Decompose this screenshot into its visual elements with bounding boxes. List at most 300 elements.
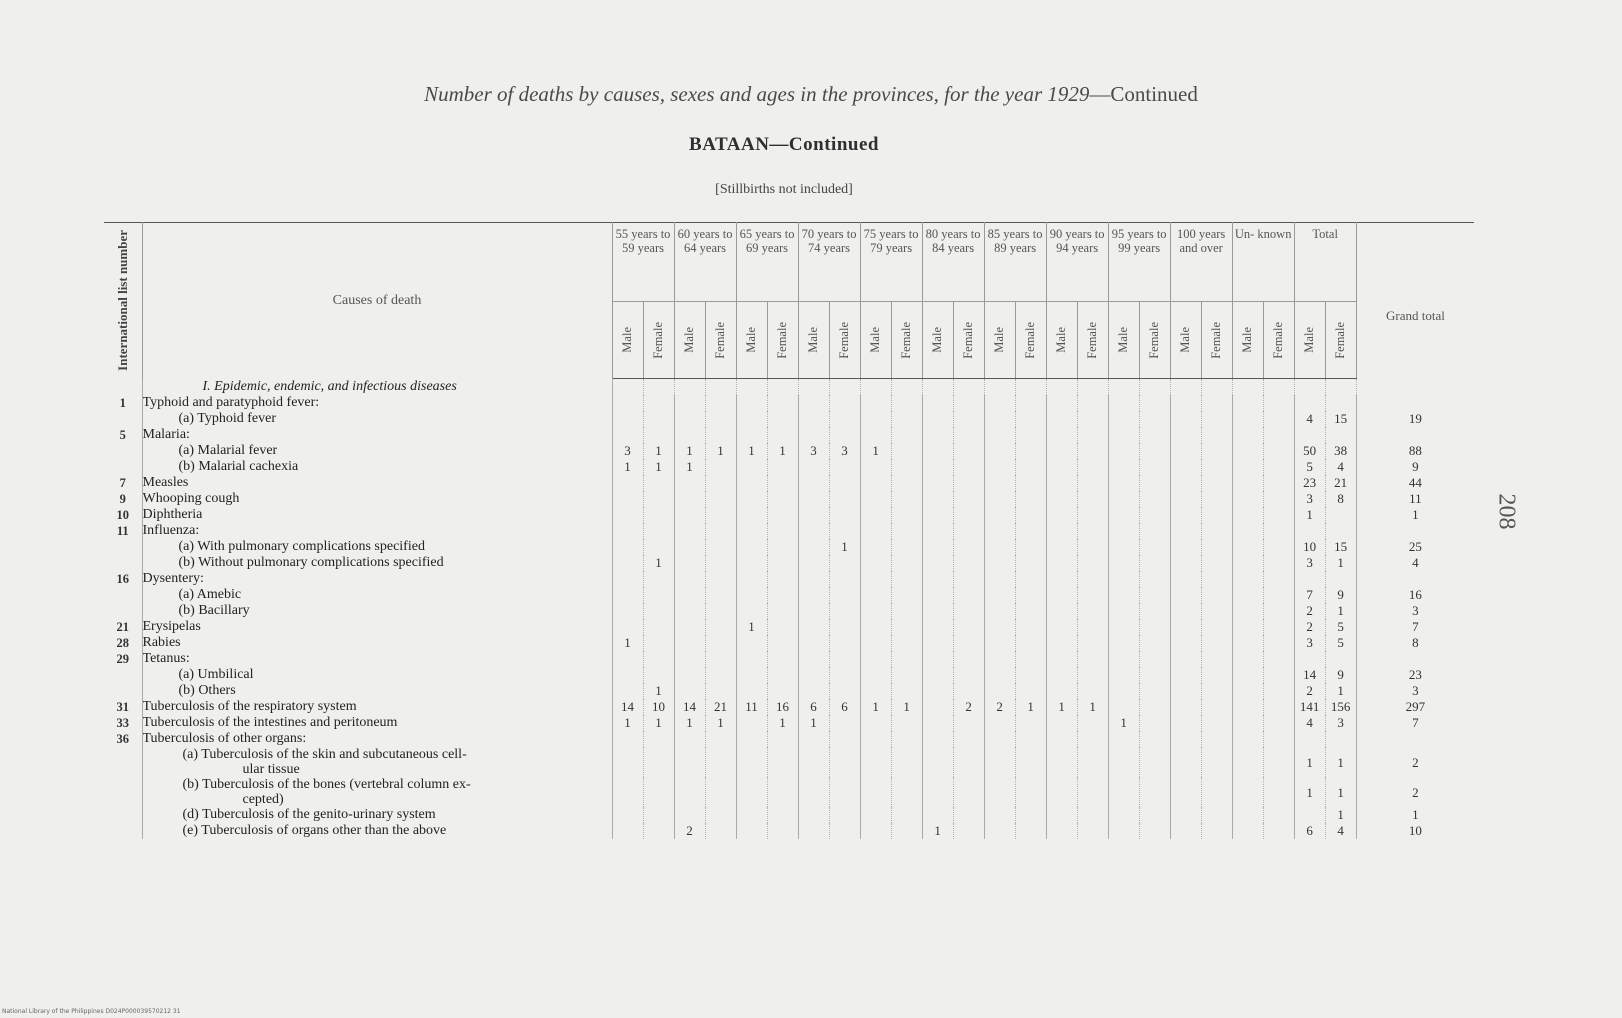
male-count-cell [612, 587, 643, 603]
female-count-cell [1015, 777, 1046, 807]
male-count-cell [922, 715, 953, 731]
female-count-cell: 1 [643, 443, 674, 459]
cause-label: (a) Tuberculosis of the skin and subcutaneous cell- [182, 747, 467, 762]
male-count-cell [922, 747, 953, 777]
table-cell [643, 379, 674, 396]
intl-list-number: 7 [104, 475, 142, 491]
female-count-cell: 1 [1077, 699, 1108, 715]
male-count-cell [674, 747, 705, 777]
male-count-cell [798, 731, 829, 747]
female-count-cell [953, 587, 984, 603]
male-count-cell: 1 [1294, 507, 1325, 523]
header-male [674, 302, 705, 379]
male-count-cell [1170, 491, 1201, 507]
female-count-cell [891, 491, 922, 507]
table-row [104, 635, 1474, 651]
male-count-cell [674, 651, 705, 667]
female-count-cell [953, 747, 984, 777]
female-count-cell [1263, 491, 1294, 507]
male-count-cell [1046, 683, 1077, 699]
intl-list-number: 21 [104, 619, 142, 635]
male-count-cell [674, 731, 705, 747]
grand-total-cell: 3 [1412, 683, 1419, 698]
header-female [1263, 302, 1294, 379]
section-heading: I. Epidemic, endemic, and infectious diseases [142, 379, 612, 396]
table-cell [1232, 379, 1263, 396]
female-count-cell [1201, 699, 1232, 715]
female-count-cell [953, 539, 984, 555]
female-count-cell [705, 475, 736, 491]
male-count-cell [612, 651, 643, 667]
cause-label: Tetanus: [142, 651, 190, 666]
female-count-cell [1015, 539, 1046, 555]
male-count-cell [922, 699, 953, 715]
cause-of-death [142, 715, 612, 731]
cause-label: (b) Tuberculosis of the bones (vertebral column ex- [182, 777, 471, 792]
female-count-cell [891, 731, 922, 747]
table-row [104, 395, 1474, 411]
female-count-cell: 1 [767, 715, 798, 731]
header-male-label: Male [868, 327, 883, 353]
cause-of-death [142, 491, 612, 507]
male-count-cell [1108, 667, 1139, 683]
male-count-cell [922, 777, 953, 807]
male-count-cell: 4 [1294, 715, 1325, 731]
male-count-cell [922, 427, 953, 443]
male-count-cell [1108, 603, 1139, 619]
male-count-cell [612, 603, 643, 619]
male-count-cell: 3 [798, 443, 829, 459]
female-count-cell [1139, 619, 1170, 635]
female-count-cell [767, 411, 798, 427]
cause-of-death [142, 443, 612, 459]
intl-list-number [104, 777, 142, 807]
male-count-cell: 7 [1294, 587, 1325, 603]
table-body [104, 379, 1474, 840]
female-count-cell: 2 [953, 699, 984, 715]
male-count-cell [984, 635, 1015, 651]
female-count-cell [1139, 539, 1170, 555]
male-count-cell [798, 667, 829, 683]
table-cell [1263, 379, 1294, 396]
female-count-cell [1201, 571, 1232, 587]
female-count-cell [1077, 683, 1108, 699]
cause-of-death [142, 475, 612, 491]
table-note: [Stillbirths not included] [715, 182, 853, 197]
male-count-cell [1108, 587, 1139, 603]
cause-of-death [142, 651, 612, 667]
cause-of-death [142, 777, 612, 807]
grand-total-cell: 23 [1408, 667, 1422, 682]
female-count-cell [829, 475, 860, 491]
male-count-cell: 6 [798, 699, 829, 715]
male-count-cell [674, 475, 705, 491]
male-count-cell [860, 823, 891, 839]
female-count-cell: 1 [1015, 699, 1046, 715]
female-count-cell [643, 587, 674, 603]
table-cell [984, 379, 1015, 396]
female-count-cell [705, 683, 736, 699]
grand-total-cell: 9 [1412, 459, 1419, 474]
grand-total-cell: 7 [1412, 619, 1419, 634]
female-count-cell: 38 [1325, 443, 1356, 459]
table-row [104, 411, 1474, 427]
female-count-cell [829, 555, 860, 571]
female-count-cell [705, 395, 736, 411]
female-count-cell [891, 777, 922, 807]
female-count-cell [705, 823, 736, 839]
male-count-cell [612, 807, 643, 823]
cause-of-death [142, 667, 612, 683]
cause-label: Tuberculosis of the intestines and peritoneum [142, 715, 398, 730]
female-count-cell [1139, 777, 1170, 807]
table-cell [1201, 379, 1232, 396]
header-age-group: 85 years to 89 years [984, 223, 1046, 302]
header-male [1232, 302, 1263, 379]
female-count-cell [953, 443, 984, 459]
female-count-cell [643, 603, 674, 619]
female-count-cell [953, 555, 984, 571]
female-count-cell [953, 823, 984, 839]
male-count-cell [798, 807, 829, 823]
female-count-cell [953, 603, 984, 619]
male-count-cell [736, 491, 767, 507]
female-count-cell [767, 395, 798, 411]
female-count-cell [829, 619, 860, 635]
female-count-cell [705, 411, 736, 427]
male-count-cell [1108, 777, 1139, 807]
male-count-cell [860, 715, 891, 731]
male-count-cell: 1 [736, 443, 767, 459]
male-count-cell [1232, 507, 1263, 523]
male-count-cell: 10 [1294, 539, 1325, 555]
female-count-cell [1325, 427, 1356, 443]
header-male-label: Male [1302, 327, 1317, 353]
header-female [1325, 302, 1356, 379]
male-count-cell [612, 427, 643, 443]
female-count-cell [643, 571, 674, 587]
male-count-cell [984, 427, 1015, 443]
male-count-cell [1046, 411, 1077, 427]
female-count-cell [1015, 603, 1046, 619]
male-count-cell [860, 747, 891, 777]
cause-of-death [142, 523, 612, 539]
male-count-cell [1232, 731, 1263, 747]
female-count-cell [1263, 777, 1294, 807]
female-count-cell: 15 [1325, 411, 1356, 427]
male-count-cell: 1 [1046, 699, 1077, 715]
cause-label: Measles [142, 475, 189, 490]
female-count-cell [767, 635, 798, 651]
female-count-cell [643, 777, 674, 807]
female-count-cell: 9 [1325, 587, 1356, 603]
female-count-cell [1201, 651, 1232, 667]
male-count-cell [922, 539, 953, 555]
male-count-cell [674, 571, 705, 587]
male-count-cell [798, 507, 829, 523]
male-count-cell: 141 [1294, 699, 1325, 715]
female-count-cell [953, 651, 984, 667]
female-count-cell [1139, 571, 1170, 587]
male-count-cell: 3 [1294, 491, 1325, 507]
intl-list-number: 1 [104, 395, 142, 411]
male-count-cell: 2 [1294, 603, 1325, 619]
header-female-label: Female [961, 321, 976, 359]
male-count-cell [984, 539, 1015, 555]
male-count-cell: 6 [1294, 823, 1325, 839]
female-count-cell [1077, 539, 1108, 555]
male-count-cell [1046, 459, 1077, 475]
male-count-cell [1108, 491, 1139, 507]
table-row [104, 427, 1474, 443]
female-count-cell [1201, 823, 1232, 839]
cause-label: (b) Without pulmonary complications specified [178, 555, 444, 570]
male-count-cell [612, 747, 643, 777]
female-count-cell [1139, 427, 1170, 443]
intl-list-number: 29 [104, 651, 142, 667]
cause-of-death [142, 699, 612, 715]
male-count-cell [736, 459, 767, 475]
male-count-cell [984, 823, 1015, 839]
female-count-cell: 1 [1325, 603, 1356, 619]
male-count-cell [860, 571, 891, 587]
male-count-cell [674, 807, 705, 823]
grand-total-cell: 3 [1412, 603, 1419, 618]
male-count-cell: 2 [1294, 619, 1325, 635]
male-count-cell [1108, 411, 1139, 427]
female-count-cell [1201, 747, 1232, 777]
male-count-cell [798, 491, 829, 507]
male-count-cell [984, 587, 1015, 603]
male-count-cell [1170, 411, 1201, 427]
header-female-label: Female [837, 321, 852, 359]
male-count-cell: 3 [1294, 555, 1325, 571]
female-count-cell [1015, 571, 1046, 587]
header-male [1046, 302, 1077, 379]
male-count-cell [1170, 475, 1201, 491]
header-female-label: Female [651, 321, 665, 359]
male-count-cell [922, 459, 953, 475]
grand-total-cell [1356, 523, 1474, 539]
male-count-cell: 14 [674, 699, 705, 715]
female-count-cell [953, 571, 984, 587]
grand-total-cell: 10 [1408, 823, 1422, 838]
female-count-cell [1015, 443, 1046, 459]
female-count-cell: 6 [829, 699, 860, 715]
male-count-cell [1170, 651, 1201, 667]
header-female [1139, 302, 1170, 379]
grand-total-cell: 8 [1412, 635, 1419, 650]
intl-list-number [104, 603, 142, 619]
header-female [1201, 302, 1232, 379]
cause-label: (b) Malarial cachexia [178, 459, 299, 474]
female-count-cell [1077, 411, 1108, 427]
male-count-cell [798, 555, 829, 571]
male-count-cell [1108, 427, 1139, 443]
male-count-cell [1232, 619, 1263, 635]
female-count-cell [1077, 555, 1108, 571]
male-count-cell [1170, 587, 1201, 603]
male-count-cell [860, 587, 891, 603]
female-count-cell [829, 807, 860, 823]
header-female [953, 302, 984, 379]
table-row [104, 571, 1474, 587]
title-main: Number of deaths by causes, sexes and ages in the provinces, for the year 1929 [424, 82, 1090, 106]
title-continued: —Continued [1089, 82, 1198, 106]
table-row [104, 651, 1474, 667]
female-count-cell [891, 475, 922, 491]
cause-label: (e) Tuberculosis of organs other than the above [182, 823, 447, 838]
cause-label: Tuberculosis of the respiratory system [142, 699, 357, 714]
female-count-cell [829, 635, 860, 651]
male-count-cell: 4 [1294, 411, 1325, 427]
male-count-cell [860, 667, 891, 683]
cause-label: (a) Typhoid fever [178, 411, 277, 426]
female-count-cell [1201, 459, 1232, 475]
female-count-cell: 1 [1325, 555, 1356, 571]
header-male [1170, 302, 1201, 379]
province-subtitle: BATAAN—Continued [689, 134, 879, 155]
female-count-cell [1201, 603, 1232, 619]
intl-list-number: 10 [104, 507, 142, 523]
male-count-cell [798, 619, 829, 635]
cause-of-death [142, 539, 612, 555]
female-count-cell [953, 731, 984, 747]
female-count-cell [1139, 823, 1170, 839]
male-count-cell: 50 [1294, 443, 1325, 459]
male-count-cell [736, 395, 767, 411]
header-age-group: 90 years to 94 years [1046, 223, 1108, 302]
female-count-cell [643, 491, 674, 507]
female-count-cell [1263, 395, 1294, 411]
female-count-cell [767, 459, 798, 475]
male-count-cell [1170, 699, 1201, 715]
grand-total-cell: 44 [1408, 475, 1422, 490]
male-count-cell [860, 523, 891, 539]
male-count-cell [984, 667, 1015, 683]
female-count-cell [1015, 683, 1046, 699]
female-count-cell [1325, 523, 1356, 539]
header-age-group: 55 years to 59 years [612, 223, 674, 302]
female-count-cell: 1 [705, 443, 736, 459]
cause-label: (a) Malarial fever [178, 443, 278, 458]
female-count-cell [1263, 443, 1294, 459]
female-count-cell [1015, 667, 1046, 683]
female-count-cell [767, 683, 798, 699]
header-female [705, 302, 736, 379]
female-count-cell [891, 823, 922, 839]
deaths-table [104, 222, 1474, 839]
female-count-cell [953, 807, 984, 823]
female-count-cell [1077, 603, 1108, 619]
male-count-cell [612, 491, 643, 507]
male-count-cell [1108, 395, 1139, 411]
header-female-label: Female [899, 321, 914, 359]
male-count-cell [736, 587, 767, 603]
male-count-cell [674, 507, 705, 523]
table-cell [798, 379, 829, 396]
female-count-cell [643, 651, 674, 667]
male-count-cell [612, 777, 643, 807]
intl-list-number: 33 [104, 715, 142, 731]
female-count-cell [891, 395, 922, 411]
intl-list-number [104, 747, 142, 777]
female-count-cell [705, 427, 736, 443]
male-count-cell [1170, 777, 1201, 807]
female-count-cell [705, 635, 736, 651]
male-count-cell [612, 507, 643, 523]
male-count-cell: 1 [860, 699, 891, 715]
male-count-cell [1232, 635, 1263, 651]
female-count-cell [1201, 807, 1232, 823]
female-count-cell [1015, 427, 1046, 443]
male-count-cell [922, 635, 953, 651]
female-count-cell [1015, 411, 1046, 427]
female-count-cell [1015, 523, 1046, 539]
female-count-cell [1139, 651, 1170, 667]
male-count-cell [860, 491, 891, 507]
table-cell [922, 379, 953, 396]
male-count-cell [1294, 395, 1325, 411]
female-count-cell [953, 715, 984, 731]
female-count-cell [829, 459, 860, 475]
female-count-cell [1263, 807, 1294, 823]
male-count-cell [984, 459, 1015, 475]
female-count-cell: 1 [1325, 807, 1356, 823]
female-count-cell [767, 491, 798, 507]
female-count-cell [1015, 715, 1046, 731]
female-count-cell [643, 667, 674, 683]
intl-list-number [104, 823, 142, 839]
male-count-cell [1232, 459, 1263, 475]
grand-total-cell [1356, 571, 1474, 587]
male-count-cell: 14 [1294, 667, 1325, 683]
female-count-cell: 1 [643, 683, 674, 699]
table-cell [1015, 379, 1046, 396]
female-count-cell [1015, 635, 1046, 651]
male-count-cell [860, 807, 891, 823]
male-count-cell [798, 475, 829, 491]
female-count-cell [1139, 683, 1170, 699]
female-count-cell [1263, 475, 1294, 491]
female-count-cell [891, 555, 922, 571]
cause-label: (b) Others [178, 683, 236, 698]
female-count-cell [1077, 475, 1108, 491]
female-count-cell [705, 603, 736, 619]
female-count-cell [1263, 667, 1294, 683]
female-count-cell [1077, 823, 1108, 839]
female-count-cell [829, 651, 860, 667]
male-count-cell [1232, 683, 1263, 699]
male-count-cell: 1 [1294, 747, 1325, 777]
male-count-cell [674, 603, 705, 619]
female-count-cell: 21 [1325, 475, 1356, 491]
grand-total-cell: 4 [1412, 555, 1419, 570]
male-count-cell [1294, 571, 1325, 587]
female-count-cell [1077, 807, 1108, 823]
header-male [860, 302, 891, 379]
female-count-cell [891, 507, 922, 523]
cause-label: Dysentery: [142, 571, 204, 586]
male-count-cell [612, 555, 643, 571]
grand-total-cell: 2 [1412, 784, 1419, 800]
intl-list-number: 5 [104, 427, 142, 443]
female-count-cell [705, 667, 736, 683]
male-count-cell [1046, 731, 1077, 747]
female-count-cell [1077, 459, 1108, 475]
female-count-cell [1139, 395, 1170, 411]
female-count-cell [767, 603, 798, 619]
